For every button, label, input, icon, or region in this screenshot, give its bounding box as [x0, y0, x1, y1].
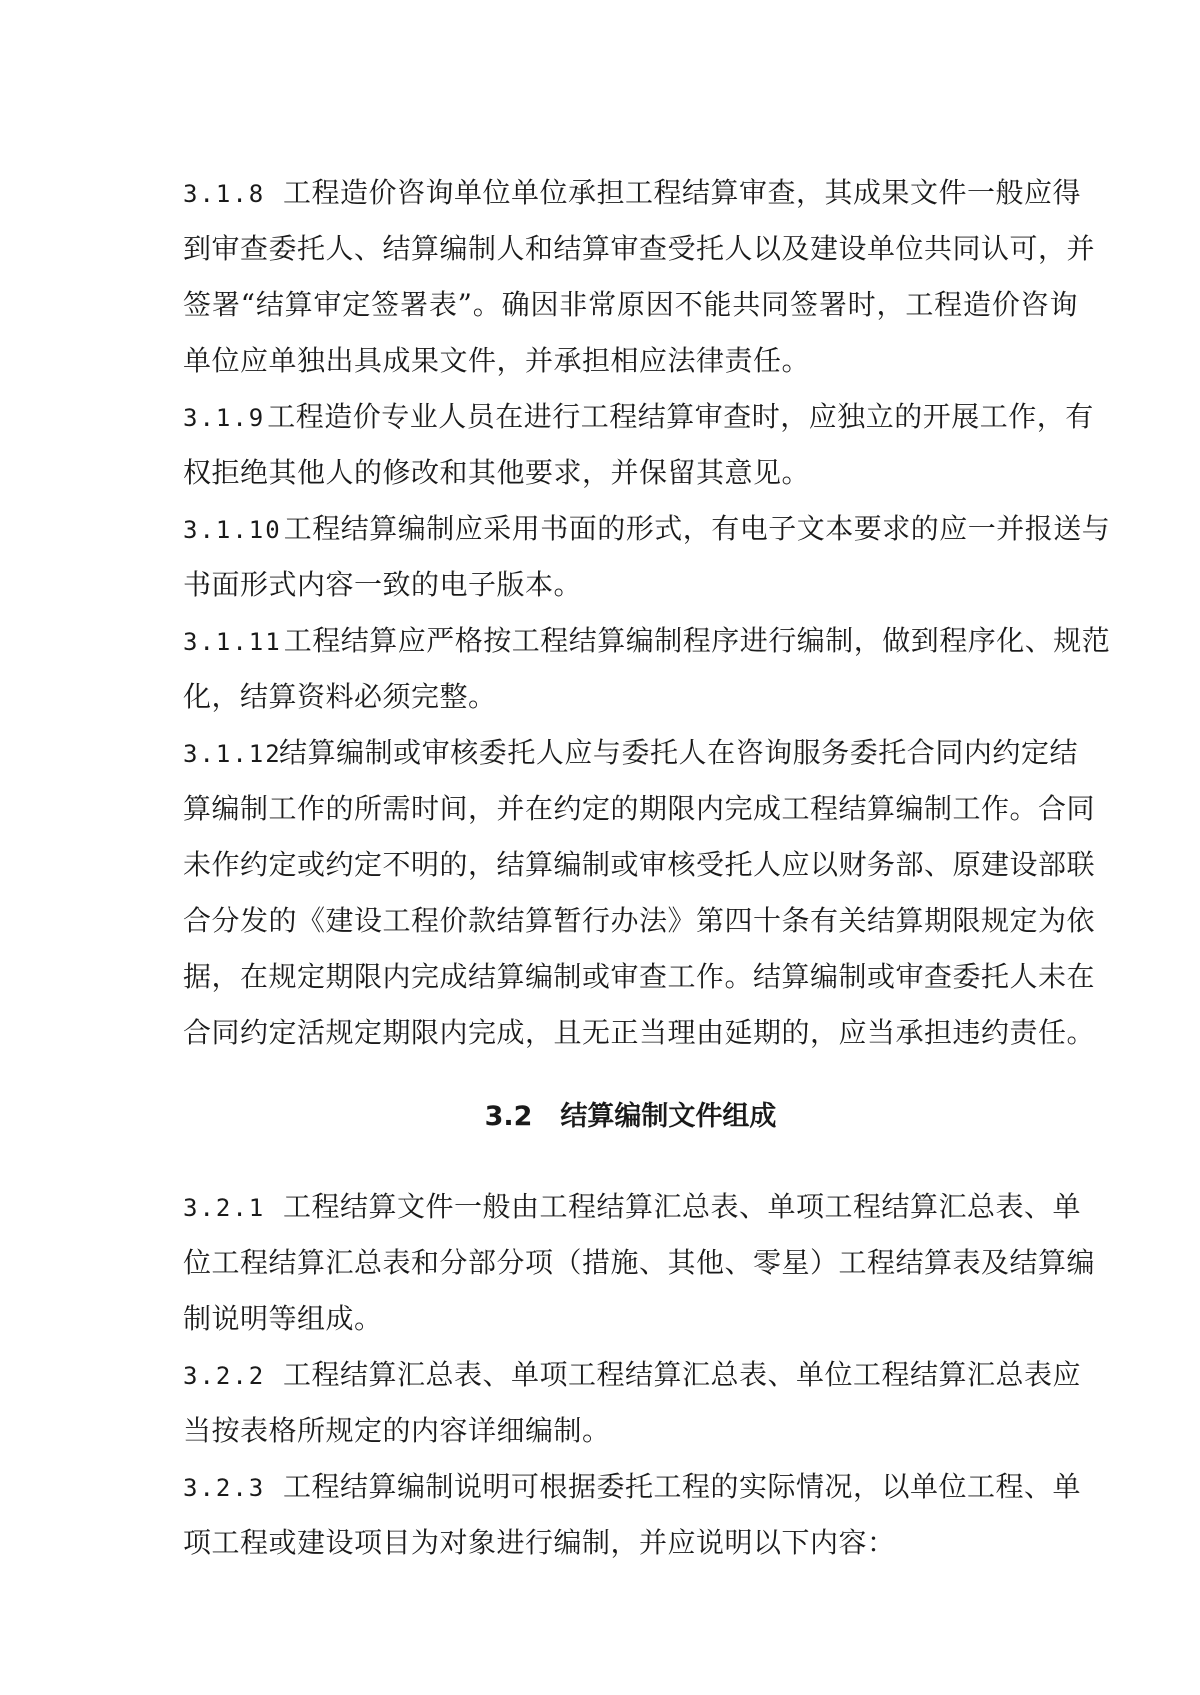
clause-line [183, 165, 1082, 221]
clause-number: 3.1.8 [183, 180, 266, 208]
clause-text: 工程造价咨询单位单位承担工程结算审查，其成果文件一般应得 [283, 176, 1082, 209]
clause-line: 位工程结算汇总表和分部分项（措施、其他、零星）工程结算表及结算编 [183, 1246, 1096, 1279]
clause-text: 结算编制或审核委托人应与委托人在咨询服务委托合同内约定结 [279, 736, 1078, 769]
clause-text: 工程结算编制应采用书面的形式，有电子文本要求的应一并报送与 [283, 512, 1111, 545]
clause-line: 未作约定或约定不明的，结算编制或审核受托人应以财务部、原建设部联 [183, 848, 1096, 881]
clause-3-1-10 [183, 501, 1111, 613]
clause-number: 3.1.12 [183, 740, 282, 768]
clause-number: 3.1.11 [183, 628, 282, 656]
clause-number: 3.1.10 [183, 516, 282, 544]
clause-line: 书面形式内容一致的电子版本。 [183, 568, 583, 601]
clause-3-1-8 [183, 165, 1096, 389]
clause-line: 算编制工作的所需时间，并在约定的期限内完成工程结算编制工作。合同 [183, 792, 1096, 825]
clause-number: 3.2.1 [183, 1194, 266, 1222]
clause-number: 3.2.3 [183, 1474, 266, 1502]
clause-line: 项工程或建设项目为对象进行编制，并应说明以下内容： [183, 1526, 896, 1559]
section-heading [183, 1089, 1078, 1145]
clause-3-2-3 [183, 1459, 1082, 1571]
clause-number: 3.1.9 [183, 404, 266, 432]
clause-line: 单位应单独出具成果文件，并承担相应法律责任。 [183, 344, 811, 377]
clause-number: 3.2.2 [183, 1362, 266, 1390]
clause-line [183, 725, 1078, 781]
clause-line [183, 501, 1111, 557]
clause-line: 合同约定活规定期限内完成，且无正当理由延期的，应当承担违约责任。 [183, 1016, 1096, 1049]
clause-3-1-11 [183, 613, 1111, 725]
clause-line: 权拒绝其他人的修改和其他要求，并保留其意见。 [183, 456, 811, 489]
section-title: 结算编制文件组成 [560, 1101, 777, 1132]
clause-3-2-2 [183, 1347, 1082, 1459]
clause-line: 签署“结算审定签署表”。确因非常原因不能共同签署时，工程造价咨询 [183, 288, 1078, 321]
clause-3-2-1 [183, 1179, 1096, 1347]
clause-line: 制说明等组成。 [183, 1302, 383, 1335]
clause-text: 工程结算文件一般由工程结算汇总表、单项工程结算汇总表、单 [283, 1190, 1082, 1223]
clause-line: 到审查委托人、结算编制人和结算审查受托人以及建设单位共同认可，并 [183, 232, 1096, 265]
clause-line [183, 1179, 1082, 1235]
clause-text: 工程结算编制说明可根据委托工程的实际情况，以单位工程、单 [283, 1470, 1082, 1503]
clause-line: 化，结算资料必须完整。 [183, 680, 497, 713]
clause-line: 合分发的《建设工程价款结算暂行办法》第四十条有关结算期限规定为依 [183, 904, 1096, 937]
clause-line [183, 389, 1094, 445]
clause-line [183, 1459, 1082, 1515]
clause-text: 工程结算汇总表、单项工程结算汇总表、单位工程结算汇总表应 [283, 1358, 1082, 1391]
clause-line [183, 1347, 1082, 1403]
clause-text: 工程结算应严格按工程结算编制程序进行编制，做到程序化、规范 [283, 624, 1111, 657]
clause-text: 工程造价专业人员在进行工程结算审查时，应独立的开展工作，有 [267, 400, 1094, 433]
document-page [183, 165, 1111, 1571]
clause-3-1-9 [183, 389, 1094, 501]
clause-3-1-12 [183, 725, 1096, 1061]
clause-line: 据，在规定期限内完成结算编制或审查工作。结算编制或审查委托人未在 [183, 960, 1096, 993]
clause-line: 当按表格所规定的内容详细编制。 [183, 1414, 611, 1447]
clause-line [183, 613, 1111, 669]
section-number: 3.2 [484, 1101, 533, 1132]
